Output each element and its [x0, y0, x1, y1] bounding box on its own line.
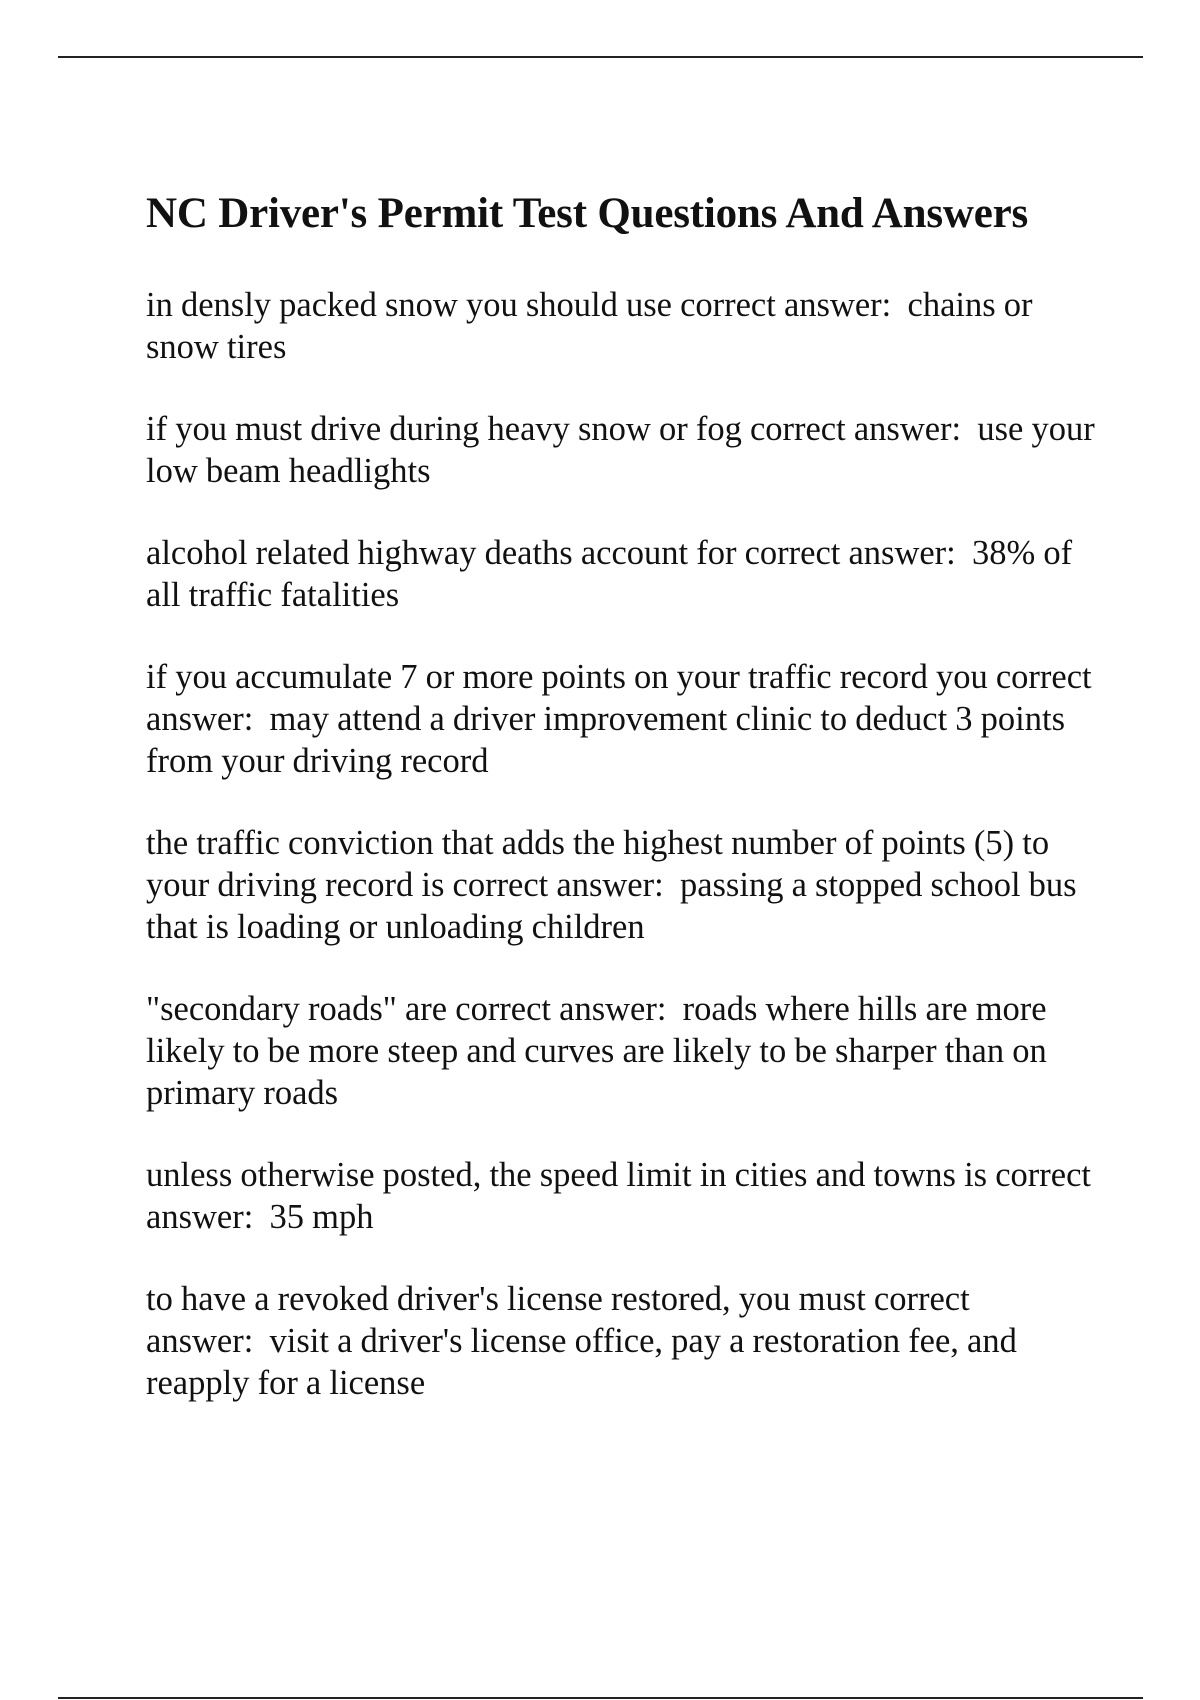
qa-list — [146, 284, 1103, 1404]
answer-label: correct answer: — [146, 658, 1100, 738]
answer-label: correct answer: — [455, 990, 667, 1028]
answer-label: correct answer: — [146, 1156, 1100, 1236]
answer-text: 38% of all traffic fatalities — [146, 534, 1081, 614]
bottom-rule — [58, 1697, 1143, 1699]
qa-item — [146, 656, 1100, 782]
question-text: if you accumulate 7 or more points on your traffic record you — [146, 658, 988, 696]
answer-text: passing a stopped school bus that is loading or unloading children — [146, 866, 1085, 946]
question-text: the traffic conviction that adds the highest number of points (5) to your driving record is — [146, 824, 1058, 904]
question-text: unless otherwise posted, the speed limit in cities and towns is — [146, 1156, 988, 1194]
question-text: "secondary roads" are — [146, 990, 448, 1028]
qa-item — [146, 284, 1096, 368]
answer-label: correct answer: — [680, 286, 892, 324]
answer-text: roads where hills are more likely to be more steep and curves are likely to be sharper than on primary roads — [146, 990, 1055, 1112]
question-text: to have a revoked driver's license restored, you must — [146, 1280, 866, 1318]
qa-item — [146, 1278, 1096, 1404]
qa-item — [146, 532, 1096, 616]
answer-text: chains or snow tires — [146, 286, 1041, 366]
qa-item — [146, 822, 1096, 948]
qa-item — [146, 988, 1096, 1114]
top-rule — [58, 56, 1143, 58]
question-text: in densly packed snow you should use — [146, 286, 672, 324]
answer-text: may attend a driver improvement clinic to deduct 3 points from your driving record — [146, 700, 1074, 780]
qa-item — [146, 1154, 1100, 1238]
qa-item — [146, 408, 1103, 492]
answer-label: correct answer: — [146, 1280, 978, 1360]
answer-label: correct answer: — [749, 410, 962, 448]
answer-text: 35 mph — [269, 1198, 374, 1236]
answer-label: correct answer: — [452, 866, 664, 904]
answer-text: use your low beam headlights — [146, 410, 1103, 490]
answer-label: correct answer: — [744, 534, 956, 572]
question-text: alcohol related highway deaths account for — [146, 534, 737, 572]
answer-text: visit a driver's license office, pay a restoration fee, and reapply for a license — [146, 1322, 1025, 1402]
question-text: if you must drive during heavy snow or fog — [146, 410, 742, 448]
document-title: NC Driver's Permit Test Questions And Answers — [146, 190, 1029, 237]
document-body — [146, 186, 1103, 1444]
